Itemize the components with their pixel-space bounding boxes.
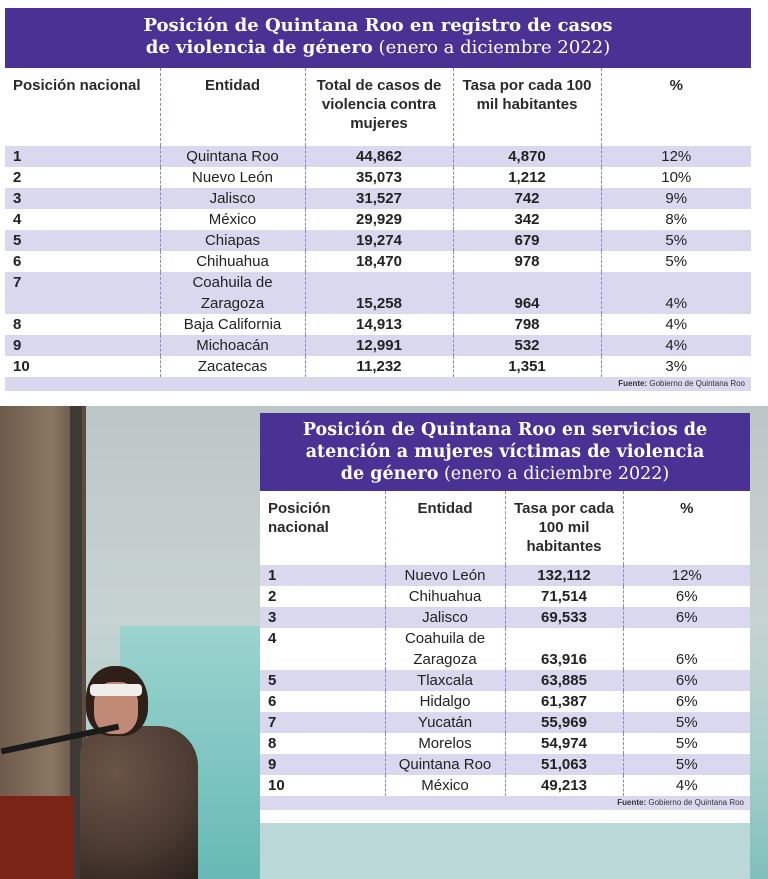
table2-cell-pct: 6% <box>623 586 750 607</box>
table2-cell-posicion: 9 <box>260 754 385 775</box>
table2-title-line3-bold: de género <box>340 464 439 484</box>
table1-cell-total: 35,073 <box>305 167 453 188</box>
table2-header-posicion: Posición nacional <box>268 500 331 536</box>
table2-cell-posicion: 7 <box>260 712 385 733</box>
table1-cell-posicion: 5 <box>5 230 160 251</box>
table1-header-posicion: Posición nacional <box>13 77 141 94</box>
table1-cell-entidad: Quintana Roo <box>160 146 305 167</box>
table1-cell-entidad: Baja California <box>160 314 305 335</box>
table2-cell-tasa: 69,533 <box>505 607 623 628</box>
table2-row <box>260 754 750 775</box>
table1-row <box>5 209 751 230</box>
table2-title-line2: atención a mujeres víctimas de violencia <box>305 442 705 462</box>
table2-row <box>260 586 750 607</box>
table1-source-label: Fuente: <box>618 379 648 388</box>
table1-cell-tasa: 978 <box>453 251 601 272</box>
table1-cell-total: 11,232 <box>305 356 453 377</box>
table2-source <box>260 796 750 810</box>
table2-cell-entidad: Chihuahua <box>385 586 505 607</box>
table1-cell-posicion: 7 <box>5 272 160 314</box>
table1-cell-posicion: 10 <box>5 356 160 377</box>
table1-cell-tasa: 679 <box>453 230 601 251</box>
table1-title-line2-light: (enero a diciembre 2022) <box>372 37 611 58</box>
table2-row <box>260 691 750 712</box>
table1-cell-total: 19,274 <box>305 230 453 251</box>
table1-row <box>5 335 751 356</box>
table1-row <box>5 251 751 272</box>
table1-cell-pct: 5% <box>601 251 751 272</box>
table1-header-total: Total de casos de violencia contra mujeres <box>305 68 453 146</box>
table1-cell-pct: 5% <box>601 230 751 251</box>
table2-cell-entidad: Hidalgo <box>385 691 505 712</box>
table2-cell-entidad: Quintana Roo <box>385 754 505 775</box>
table2-row <box>260 628 750 670</box>
table2-cell-pct: 5% <box>623 754 750 775</box>
table1-cell-total: 15,258 <box>305 272 453 314</box>
table1-cell-entidad: Jalisco <box>160 188 305 209</box>
table2-cell-pct: 6% <box>623 691 750 712</box>
table2-cell-pct: 5% <box>623 733 750 754</box>
table2-title-line3 <box>260 463 750 485</box>
table1-title-line2 <box>5 37 751 59</box>
table1-row <box>5 356 751 377</box>
table2-cell-posicion: 6 <box>260 691 385 712</box>
table2-title-line3-light: (enero a diciembre 2022) <box>438 464 670 484</box>
table1-cell-tasa: 798 <box>453 314 601 335</box>
table2-cell-entidad: Tlaxcala <box>385 670 505 691</box>
table1-cell-posicion: 3 <box>5 188 160 209</box>
table2-cell-pct: 5% <box>623 712 750 733</box>
photo-bottom-strip <box>260 823 750 879</box>
table2-cell-pct: 12% <box>623 565 750 586</box>
table2-title-line1: Posición de Quintana Roo en servicios de <box>302 420 708 440</box>
table1-cell-total: 12,991 <box>305 335 453 356</box>
table1-cell-posicion: 8 <box>5 314 160 335</box>
table2-cell-pct: 4% <box>623 775 750 796</box>
table2-cell-posicion: 8 <box>260 733 385 754</box>
table1-source-text: Gobierno de Quintana Roo <box>647 379 745 388</box>
table1-header-pct: % <box>601 68 751 146</box>
table1-header-tasa: Tasa por cada 100 mil habitantes <box>453 68 601 146</box>
table1-cell-posicion: 1 <box>5 146 160 167</box>
table2-title <box>260 413 750 491</box>
table2-cell-pct: 6% <box>623 607 750 628</box>
table2-cell-tasa: 61,387 <box>505 691 623 712</box>
table2-row <box>260 565 750 586</box>
table2-cell-pct: 6% <box>623 628 750 670</box>
table2-row <box>260 670 750 691</box>
table2-cell-tasa: 55,969 <box>505 712 623 733</box>
table2-cell-pct: 6% <box>623 670 750 691</box>
table2-cell-entidad: Coahuila de Zaragoza <box>385 628 505 670</box>
table2-cell-entidad: Morelos <box>385 733 505 754</box>
table1-row <box>5 314 751 335</box>
table1-cell-total: 31,527 <box>305 188 453 209</box>
table1-cell-total: 44,862 <box>305 146 453 167</box>
table2-header-entidad: Entidad <box>385 491 505 565</box>
photo-person-bandage <box>90 684 142 696</box>
table2-row <box>260 607 750 628</box>
table1 <box>5 68 751 377</box>
attention-services-table-panel <box>260 413 750 823</box>
table1-cell-tasa: 1,212 <box>453 167 601 188</box>
table1-cell-pct: 8% <box>601 209 751 230</box>
table1-cell-tasa: 532 <box>453 335 601 356</box>
table1-cell-pct: 12% <box>601 146 751 167</box>
table1-row <box>5 188 751 209</box>
table1-cell-total: 14,913 <box>305 314 453 335</box>
table2-cell-posicion: 4 <box>260 628 385 670</box>
table2-cell-entidad: Yucatán <box>385 712 505 733</box>
table2-cell-posicion: 3 <box>260 607 385 628</box>
table1-cell-tasa: 342 <box>453 209 601 230</box>
table2 <box>260 491 750 796</box>
table2-cell-tasa: 63,885 <box>505 670 623 691</box>
table1-cell-pct: 9% <box>601 188 751 209</box>
table1-cell-posicion: 9 <box>5 335 160 356</box>
table1-cell-tasa: 742 <box>453 188 601 209</box>
table2-header-pct: % <box>623 491 750 565</box>
table1-title-line2-bold: de violencia de género <box>145 37 373 58</box>
table1-cell-posicion: 6 <box>5 251 160 272</box>
table1-cell-entidad: Zacatecas <box>160 356 305 377</box>
table1-cell-tasa: 964 <box>453 272 601 314</box>
table2-cell-tasa: 71,514 <box>505 586 623 607</box>
table2-row <box>260 775 750 796</box>
table2-cell-posicion: 2 <box>260 586 385 607</box>
table1-cell-tasa: 1,351 <box>453 356 601 377</box>
table2-header-tasa: Tasa por cada 100 mil habitantes <box>505 491 623 565</box>
table1-row <box>5 272 751 314</box>
table2-cell-tasa: 63,916 <box>505 628 623 670</box>
table2-cell-posicion: 5 <box>260 670 385 691</box>
table1-cell-entidad: Chiapas <box>160 230 305 251</box>
table1-cell-pct: 4% <box>601 314 751 335</box>
table1-cell-pct: 4% <box>601 335 751 356</box>
table1-title-line1: Posición de Quintana Roo en registro de casos <box>143 15 613 36</box>
table1-row <box>5 146 751 167</box>
table1-title <box>5 8 751 68</box>
table1-cell-total: 18,470 <box>305 251 453 272</box>
table1-cell-entidad: Nuevo León <box>160 167 305 188</box>
table1-cell-entidad: Michoacán <box>160 335 305 356</box>
table1-cell-posicion: 2 <box>5 167 160 188</box>
table1-source <box>5 377 751 391</box>
table1-cell-tasa: 4,870 <box>453 146 601 167</box>
table2-cell-tasa: 132,112 <box>505 565 623 586</box>
table2-row <box>260 712 750 733</box>
photo-person <box>80 656 200 879</box>
table2-cell-tasa: 49,213 <box>505 775 623 796</box>
table2-cell-tasa: 54,974 <box>505 733 623 754</box>
table2-source-text: Gobierno de Quintana Roo <box>646 798 744 807</box>
table1-cell-total: 29,929 <box>305 209 453 230</box>
table2-cell-posicion: 10 <box>260 775 385 796</box>
table1-header-entidad: Entidad <box>160 68 305 146</box>
photo-chair <box>0 796 74 879</box>
table1-row <box>5 230 751 251</box>
table2-cell-tasa: 51,063 <box>505 754 623 775</box>
table2-row <box>260 733 750 754</box>
violence-cases-table-panel <box>5 8 751 398</box>
table2-source-label: Fuente: <box>617 798 647 807</box>
table2-cell-posicion: 1 <box>260 565 385 586</box>
table1-cell-pct: 3% <box>601 356 751 377</box>
table2-cell-entidad: México <box>385 775 505 796</box>
table1-cell-pct: 10% <box>601 167 751 188</box>
table1-cell-posicion: 4 <box>5 209 160 230</box>
table2-cell-entidad: Nuevo León <box>385 565 505 586</box>
photo-person-body <box>80 726 198 879</box>
table1-cell-entidad: México <box>160 209 305 230</box>
table1-cell-pct: 4% <box>601 272 751 314</box>
table1-row <box>5 167 751 188</box>
table2-cell-entidad: Jalisco <box>385 607 505 628</box>
table1-cell-entidad: Chihuahua <box>160 251 305 272</box>
table1-cell-entidad: Coahuila de Zaragoza <box>160 272 305 314</box>
